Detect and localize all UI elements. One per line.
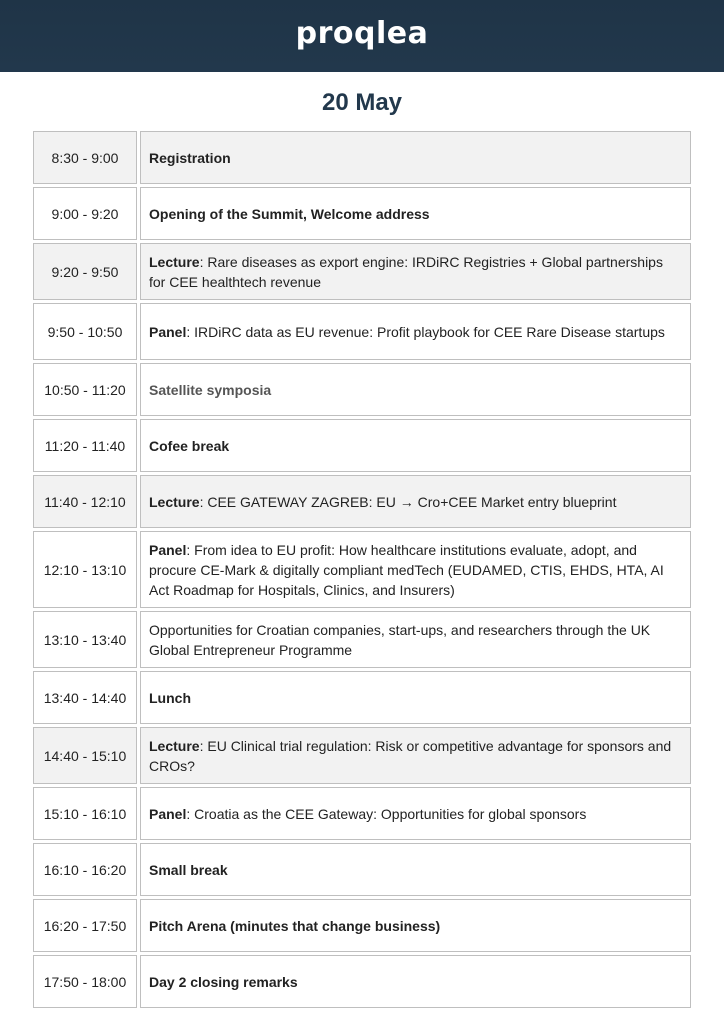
description-cell	[140, 475, 691, 528]
time-cell: 9:50 - 10:50	[33, 303, 137, 360]
session-type-label: Panel	[149, 805, 187, 822]
description-cell	[140, 243, 691, 300]
session-type-label: Panel	[149, 541, 187, 558]
schedule-row	[33, 671, 691, 724]
session-title: : From idea to EU profit: How healthcare institutions evaluate, adopt, and procure CE-Mark & digitally compliant medTech (EUDAMED, CTIS, EHDS, HTA, AI Act Roadmap for Hospitals, Clinics, and Insurers)	[149, 541, 664, 598]
time-cell: 13:40 - 14:40	[33, 671, 137, 724]
session-title: Pitch Arena (minutes that change business)	[149, 917, 441, 934]
description-cell	[140, 419, 691, 472]
time-cell: 17:50 - 18:00	[33, 955, 137, 1008]
session-title: : EU Clinical trial regulation: Risk or competitive advantage for sponsors and CROs?	[149, 737, 672, 774]
session-title: : Croatia as the CEE Gateway: Opportunities for global sponsors	[186, 805, 587, 822]
time-cell: 15:10 - 16:10	[33, 787, 137, 840]
session-title: : CEE GATEWAY ZAGREB: EU → Cro+CEE Market entry blueprint	[199, 493, 617, 510]
description-cell	[140, 131, 691, 184]
schedule-row	[33, 843, 691, 896]
description-cell	[140, 671, 691, 724]
schedule-row	[33, 787, 691, 840]
session-title: Registration	[149, 149, 231, 166]
time-cell: 16:10 - 16:20	[33, 843, 137, 896]
session-title: Lunch	[149, 689, 191, 706]
session-type-label: Lecture	[149, 253, 200, 270]
time-cell: 14:40 - 15:10	[33, 727, 137, 784]
time-cell: 8:30 - 9:00	[33, 131, 137, 184]
description-cell	[140, 787, 691, 840]
session-title: Satellite symposia	[149, 381, 272, 398]
description-cell	[140, 899, 691, 952]
session-title: : IRDiRC data as EU revenue: Profit playbook for CEE Rare Disease startups	[186, 323, 665, 340]
time-cell: 12:10 - 13:10	[33, 531, 137, 608]
description-cell	[140, 531, 691, 608]
time-cell: 9:00 - 9:20	[33, 187, 137, 240]
schedule-row	[33, 531, 691, 608]
session-type-label: Lecture	[149, 737, 200, 754]
schedule-row	[33, 475, 691, 528]
time-cell: 16:20 - 17:50	[33, 899, 137, 952]
time-cell: 10:50 - 11:20	[33, 363, 137, 416]
schedule-table	[33, 131, 691, 1011]
schedule-row	[33, 899, 691, 952]
session-title: Cofee break	[149, 437, 230, 454]
schedule-row	[33, 303, 691, 360]
schedule-row	[33, 727, 691, 784]
proqlea-logo: proqlea	[295, 15, 429, 51]
schedule-row	[33, 243, 691, 300]
session-title: : Rare diseases as export engine: IRDiRC Registries + Global partnerships for CEE healthtech revenue	[149, 253, 663, 290]
session-title: Day 2 closing remarks	[149, 973, 298, 990]
description-cell	[140, 363, 691, 416]
schedule-row	[33, 131, 691, 184]
description-cell	[140, 843, 691, 896]
page-title: 20 May	[321, 89, 403, 116]
description-cell	[140, 187, 691, 240]
time-cell: 9:20 - 9:50	[33, 243, 137, 300]
time-cell: 13:10 - 13:40	[33, 611, 137, 668]
schedule-row	[33, 187, 691, 240]
session-type-label: Lecture	[149, 493, 200, 510]
schedule-row	[33, 955, 691, 1008]
description-cell	[140, 303, 691, 360]
header-bar	[0, 0, 724, 72]
session-title: Small break	[149, 861, 228, 878]
session-title: Opportunities for Croatian companies, start-ups, and researchers through the UK Global Entrepreneur Programme	[149, 621, 651, 658]
time-cell: 11:40 - 12:10	[33, 475, 137, 528]
description-cell	[140, 955, 691, 1008]
session-type-label: Panel	[149, 323, 187, 340]
description-cell	[140, 611, 691, 668]
session-title: Opening of the Summit, Welcome address	[149, 205, 430, 222]
schedule-row	[33, 363, 691, 416]
schedule-row	[33, 611, 691, 668]
time-cell: 11:20 - 11:40	[33, 419, 137, 472]
description-cell	[140, 727, 691, 784]
schedule-row	[33, 419, 691, 472]
